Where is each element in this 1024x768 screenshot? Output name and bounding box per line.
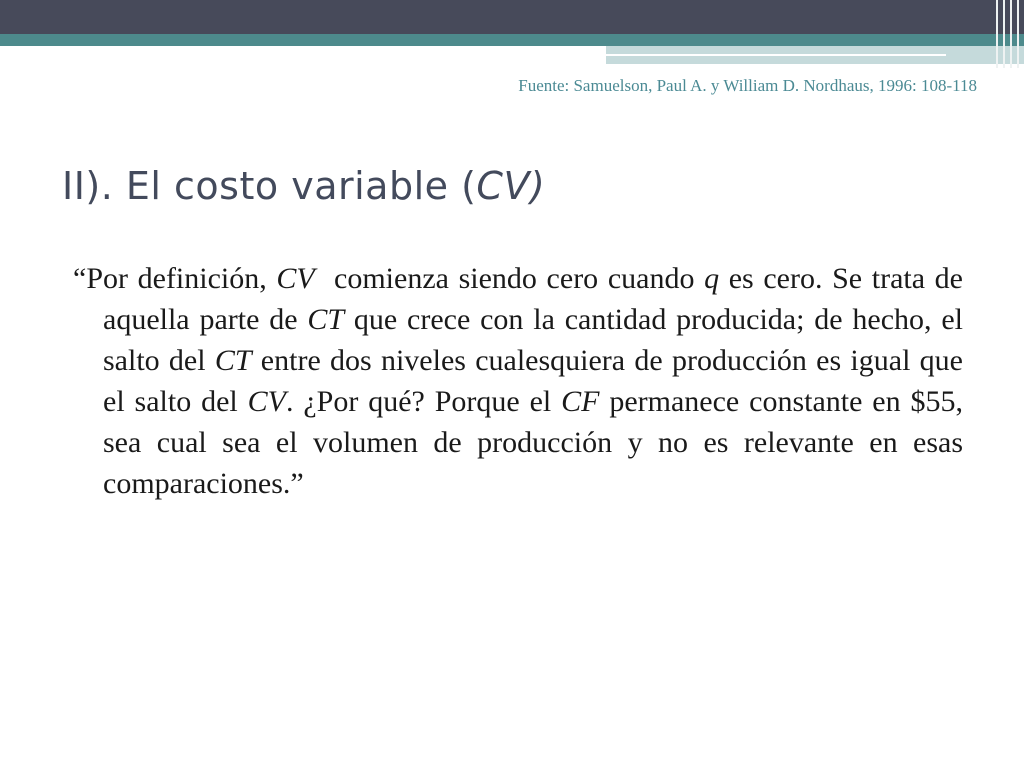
slide-title [62,164,545,208]
quote-text: permanece constante en $55, sea cual sea el volumen de producción y no es relevante en esas comparaciones.” [103,385,963,500]
quote-term: CV [276,262,315,295]
quote-text: comienza siendo cero cuando [314,262,705,295]
header-dark-band [0,0,1024,34]
header-stripe [1010,0,1012,68]
header-light-band [606,46,1024,64]
slide-title-text: II). El costo variable ( [62,164,477,208]
quote-text: entre dos niveles cualesquiera de producción es igual que el salto del [103,344,963,418]
header-teal-band [0,34,1024,46]
source-citation: Fuente: Samuelson, Paul A. y William D. Nordhaus, 1996: 108-118 [518,76,977,95]
quote-term: CT [307,303,345,336]
header-bar [0,0,1024,34]
quote-text: . ¿Por qué? Porque el [285,385,562,418]
slide-title-italic: CV) [476,164,546,208]
quote-text: que crece con la cantidad producida; de hecho, el salto del [103,303,963,377]
quote-term: CT [214,344,252,377]
quote-paragraph [73,258,964,504]
header-stripe [996,0,998,68]
quote-term: q [704,262,720,295]
header-stripe [1003,0,1005,68]
header-line [606,54,946,56]
header-stripe [1017,0,1019,68]
quote-term: CF [561,385,600,418]
quote-text: “Por definición, [73,262,277,295]
quote-term: CV [247,385,286,418]
quote-text: es cero. Se trata de aquella parte de [103,262,964,336]
